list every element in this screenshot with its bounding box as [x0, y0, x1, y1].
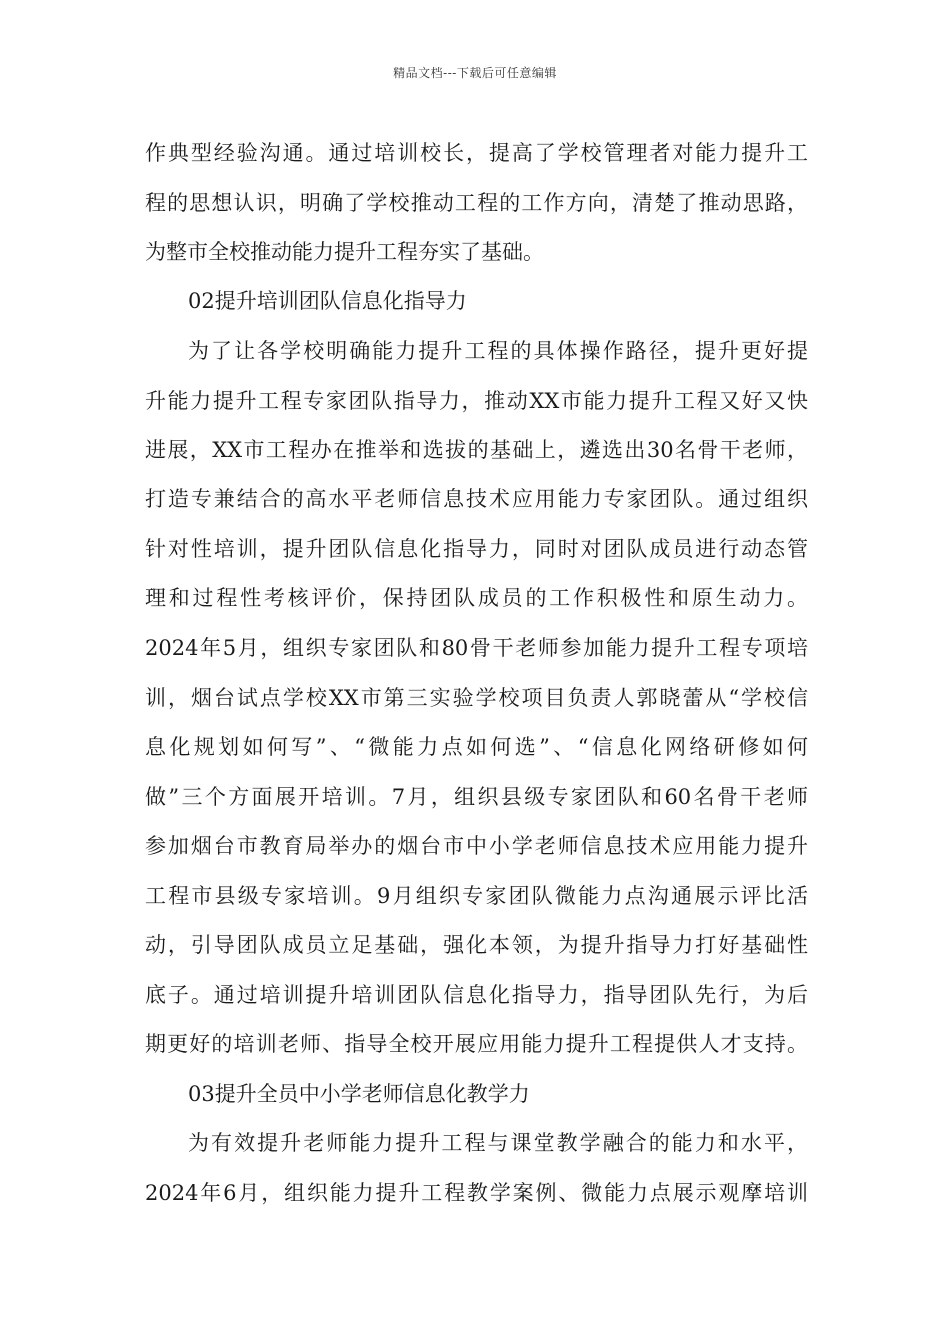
paragraph-line: 工程市县级专家培训。9月组织专家团队微能力点沟通展示评比活 [145, 884, 808, 908]
paragraph-line: 程的思想认识，明确了学校推动工程的工作方向，清楚了推动思路， [145, 191, 808, 215]
paragraph-line: 训，烟台试点学校XX市第三实验学校项目负责人郭晓蕾从“学校信 [145, 686, 808, 710]
paragraph-line: 期更好的培训老师、指导全校开展应用能力提升工程提供人才支持。 [145, 1032, 808, 1056]
paragraph-line: 进展，XX市工程办在推举和选拔的基础上，遴选出30名骨干老师， [145, 438, 808, 462]
paragraph-line: 为整市全校推动能力提升工程夯实了基础。 [145, 240, 544, 264]
paragraph-line: 2024年6月，组织能力提升工程教学案例、微能力点展示观摩培训 [145, 1181, 808, 1205]
paragraph-line: 为有效提升老师能力提升工程与课堂教学融合的能力和水平， [188, 1131, 808, 1155]
paragraph-line: 底子。通过培训提升培训团队信息化指导力，指导团队先行，为后 [145, 983, 808, 1007]
page-header: 精品文档---下载后可任意编辑 [393, 66, 557, 80]
paragraph-line: 升能力提升工程专家团队指导力，推动XX市能力提升工程又好又快 [145, 389, 808, 413]
section-heading: 03提升全员中小学老师信息化教学力 [188, 1082, 530, 1106]
paragraph-line: 针对性培训，提升团队信息化指导力，同时对团队成员进行动态管 [145, 537, 808, 561]
paragraph-line: 打造专兼结合的高水平老师信息技术应用能力专家团队。通过组织 [145, 487, 808, 511]
section-heading: 02提升培训团队信息化指导力 [188, 289, 467, 313]
paragraph-line: 息化规划如何写”、“微能力点如何选”、“信息化网络研修如何 [145, 735, 808, 759]
paragraph-line: 作典型经验沟通。通过培训校长，提高了学校管理者对能力提升工 [145, 141, 808, 165]
paragraph-line: 2024年5月，组织专家团队和80骨干老师参加能力提升工程专项培 [145, 636, 808, 660]
paragraph-line: 做”三个方面展开培训。7月，组织县级专家团队和60名骨干老师 [145, 785, 808, 809]
paragraph-line: 为了让各学校明确能力提升工程的具体操作路径，提升更好提 [188, 339, 808, 363]
paragraph-line: 理和过程性考核评价，保持团队成员的工作积极性和原生动力。 [145, 586, 808, 610]
paragraph-line: 动，引导团队成员立足基础，强化本领，为提升指导力打好基础性 [145, 933, 808, 957]
paragraph-line: 参加烟台市教育局举办的烟台市中小学老师信息技术应用能力提升 [145, 834, 808, 858]
